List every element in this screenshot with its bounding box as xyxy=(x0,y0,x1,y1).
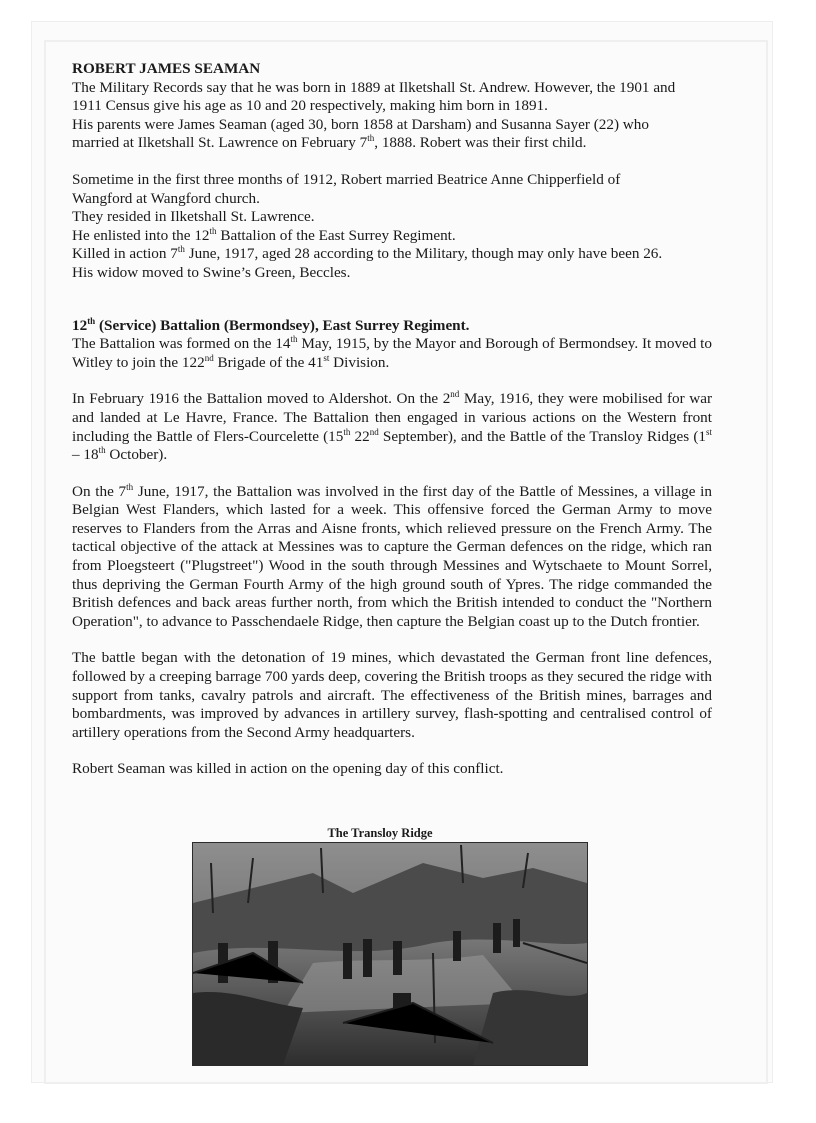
section-heading: 12th (Service) Battalion (Bermondsey), East Surrey Regiment. xyxy=(72,315,470,334)
photo-figure xyxy=(192,826,588,1066)
paragraph-messines: On the 7th June, 1917, the Battalion was involved in the first day of the Battle of Messines, a village in Belgian West Flanders, which lasted for a week. This offensive forced the German Army to move reserves to Flanders from the Arras and Aisne fronts, which relieved pressure on the French Army. The tactical objective of the attack at Messines was to capture the German defences on the ridge, which ran from Ploegsteert ("Plugstreet") Wood in the south through Messines and Wytschaete to Mount Sorrel, thus depriving the German Fourth Army of the high ground south of Ypres. The ridge commanded the British defences and back areas further north, from which the British intended to conduct the "Northern Operation", to advance to Passchendaele Ridge, then capture the Belgian coast up to the Dutch frontier. xyxy=(72,481,713,630)
paragraph-conclusion: Robert Seaman was killed in action on the opening day of this conflict. xyxy=(72,760,504,778)
text-line: Wangford at Wangford church. xyxy=(72,189,260,207)
text-line: Killed in action 7th June, 1917, aged 28 according to the Military, though may only have been 26. xyxy=(72,244,663,263)
text-line: Sometime in the first three months of 1912, Robert married Beatrice Anne Chipperfield of xyxy=(72,170,621,188)
paragraph-marriage xyxy=(72,171,712,283)
battlefield-photo xyxy=(192,842,588,1066)
paragraph-battle: The battle began with the detonation of 19 mines, which devastated the German front line defences, followed by a creeping barrage 700 yards deep, covering the British troops as they secured the ridge with support from tanks, cavalry patrols and aircraft. The effectiveness of the British mines, barrages and bombardments, was improved by advances in artillery survey, flash-spotting and centralised control of artillery operations from the Second Army headquarters. xyxy=(72,649,712,741)
paragraph-france: In February 1916 the Battalion moved to Aldershot. On the 2nd May, 1916, they were mobilised for war and landed at Le Havre, France. The Battalion then engaged in various actions on the Western front including the Battle of Flers-Courcelette (15th 22nd September), and the Battle of the Transloy Ridges (1st – 18th October). xyxy=(72,389,713,464)
text-line: 1911 Census give his age as 10 and 20 respectively, making him born in 1891. xyxy=(72,97,548,115)
text-line: They resided in Ilketshall St. Lawrence. xyxy=(72,208,315,226)
paragraph-formation: The Battalion was formed on the 14th May, 1915, by the Mayor and Borough of Bermondsey. It moved to Witley to join the 122nd Brigade of the 41st Division. xyxy=(72,334,712,371)
text-line: He enlisted into the 12th Battalion of the East Surrey Regiment. xyxy=(72,225,456,244)
text-line: The Military Records say that he was born in 1889 at Ilketshall St. Andrew. However, the 1901 and xyxy=(72,78,676,96)
text-line: married at Ilketshall St. Lawrence on February 7th, 1888. Robert was their first child. xyxy=(72,133,587,152)
text-line: His parents were James Seaman (aged 30, born 1858 at Darsham) and Susanna Sayer (22) who xyxy=(72,115,649,133)
photo-caption: The Transloy Ridge xyxy=(327,826,433,840)
page-title: ROBERT JAMES SEAMAN xyxy=(72,60,261,77)
document-body xyxy=(72,60,712,779)
paragraph-birth xyxy=(72,79,712,153)
text-line: His widow moved to Swine’s Green, Beccles. xyxy=(72,263,351,281)
